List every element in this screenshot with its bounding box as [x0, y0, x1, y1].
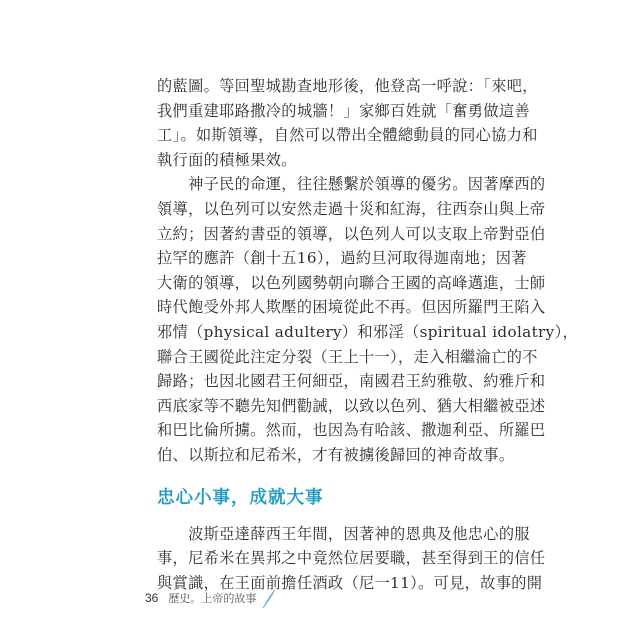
- text-line: 神子民的命運，往往懸繫於領導的優劣。因著摩西的: [157, 175, 546, 194]
- section-heading: 忠心小事，成就大事: [157, 487, 324, 508]
- running-title: 歷史。上帝的故事: [168, 592, 257, 605]
- text-line: 西底家等不聽先知們勸誡，以致以色列、猶大相繼被亞述: [157, 396, 546, 415]
- text-line: 執行面的積極果效。: [157, 150, 297, 169]
- text-line: 的藍圖。等回聖城勘查地形後，他登高一呼說：「來吧，: [157, 77, 538, 95]
- page-number: 36: [145, 591, 159, 605]
- page-footer: [118, 587, 278, 609]
- paragraph-3: [157, 522, 546, 596]
- text-line: 波斯亞達薛西王年間，因著神的恩典及他忠心的服: [157, 524, 530, 543]
- paragraph-2: [157, 172, 579, 467]
- text-line: 和巴比倫所擄。然而，也因為有哈該、撒迦利亞、所羅巴: [157, 421, 546, 440]
- text-line: 歸路；也因北國君王何細亞，南國君王約雅敬、約雅斤和: [157, 372, 546, 391]
- feather-icon: [260, 587, 278, 609]
- page-body: [157, 74, 579, 595]
- text-line: 大衛的領導，以色列國勢朝向聯合王國的高峰邁進，士師: [157, 273, 546, 292]
- text-line: 聯合王國從此注定分裂（王上十一），走入相繼淪亡的不: [157, 347, 538, 366]
- text-line: 與賞識，在王面前擔任酒政（尼一11）。可見，故事的開: [157, 573, 543, 592]
- text-line: 事，尼希米在異邦之中竟然位居要職，甚至得到王的信任: [157, 549, 546, 568]
- text-line: 拉罕的應許（創十五16），過約旦河取得迦南地；因著: [157, 249, 527, 268]
- text-line: 我們重建耶路撒冷的城牆！」家鄉百姓就「奮勇做這善: [157, 101, 530, 120]
- text-line: 領導，以色列可以安然走過十災和紅海，往西奈山與上帝: [157, 199, 546, 218]
- text-line: 伯、以斯拉和尼希米，才有被擄後歸回的神奇故事。: [157, 445, 515, 464]
- paragraph-1: [157, 74, 538, 172]
- text-line: 立約；因著約書亞的領導，以色列人可以支取上帝對亞伯: [157, 224, 546, 243]
- section-spacer: [157, 468, 487, 480]
- text-line: 工」。如斯領導，自然可以帶出全體總動員的同心協力和: [157, 126, 538, 145]
- text-line: 時代飽受外邦人欺壓的困境從此不再。但因所羅門王陷入: [157, 298, 546, 317]
- text-line: 邪情（physical adultery）和邪淫（spiritual idolatry），: [157, 322, 579, 341]
